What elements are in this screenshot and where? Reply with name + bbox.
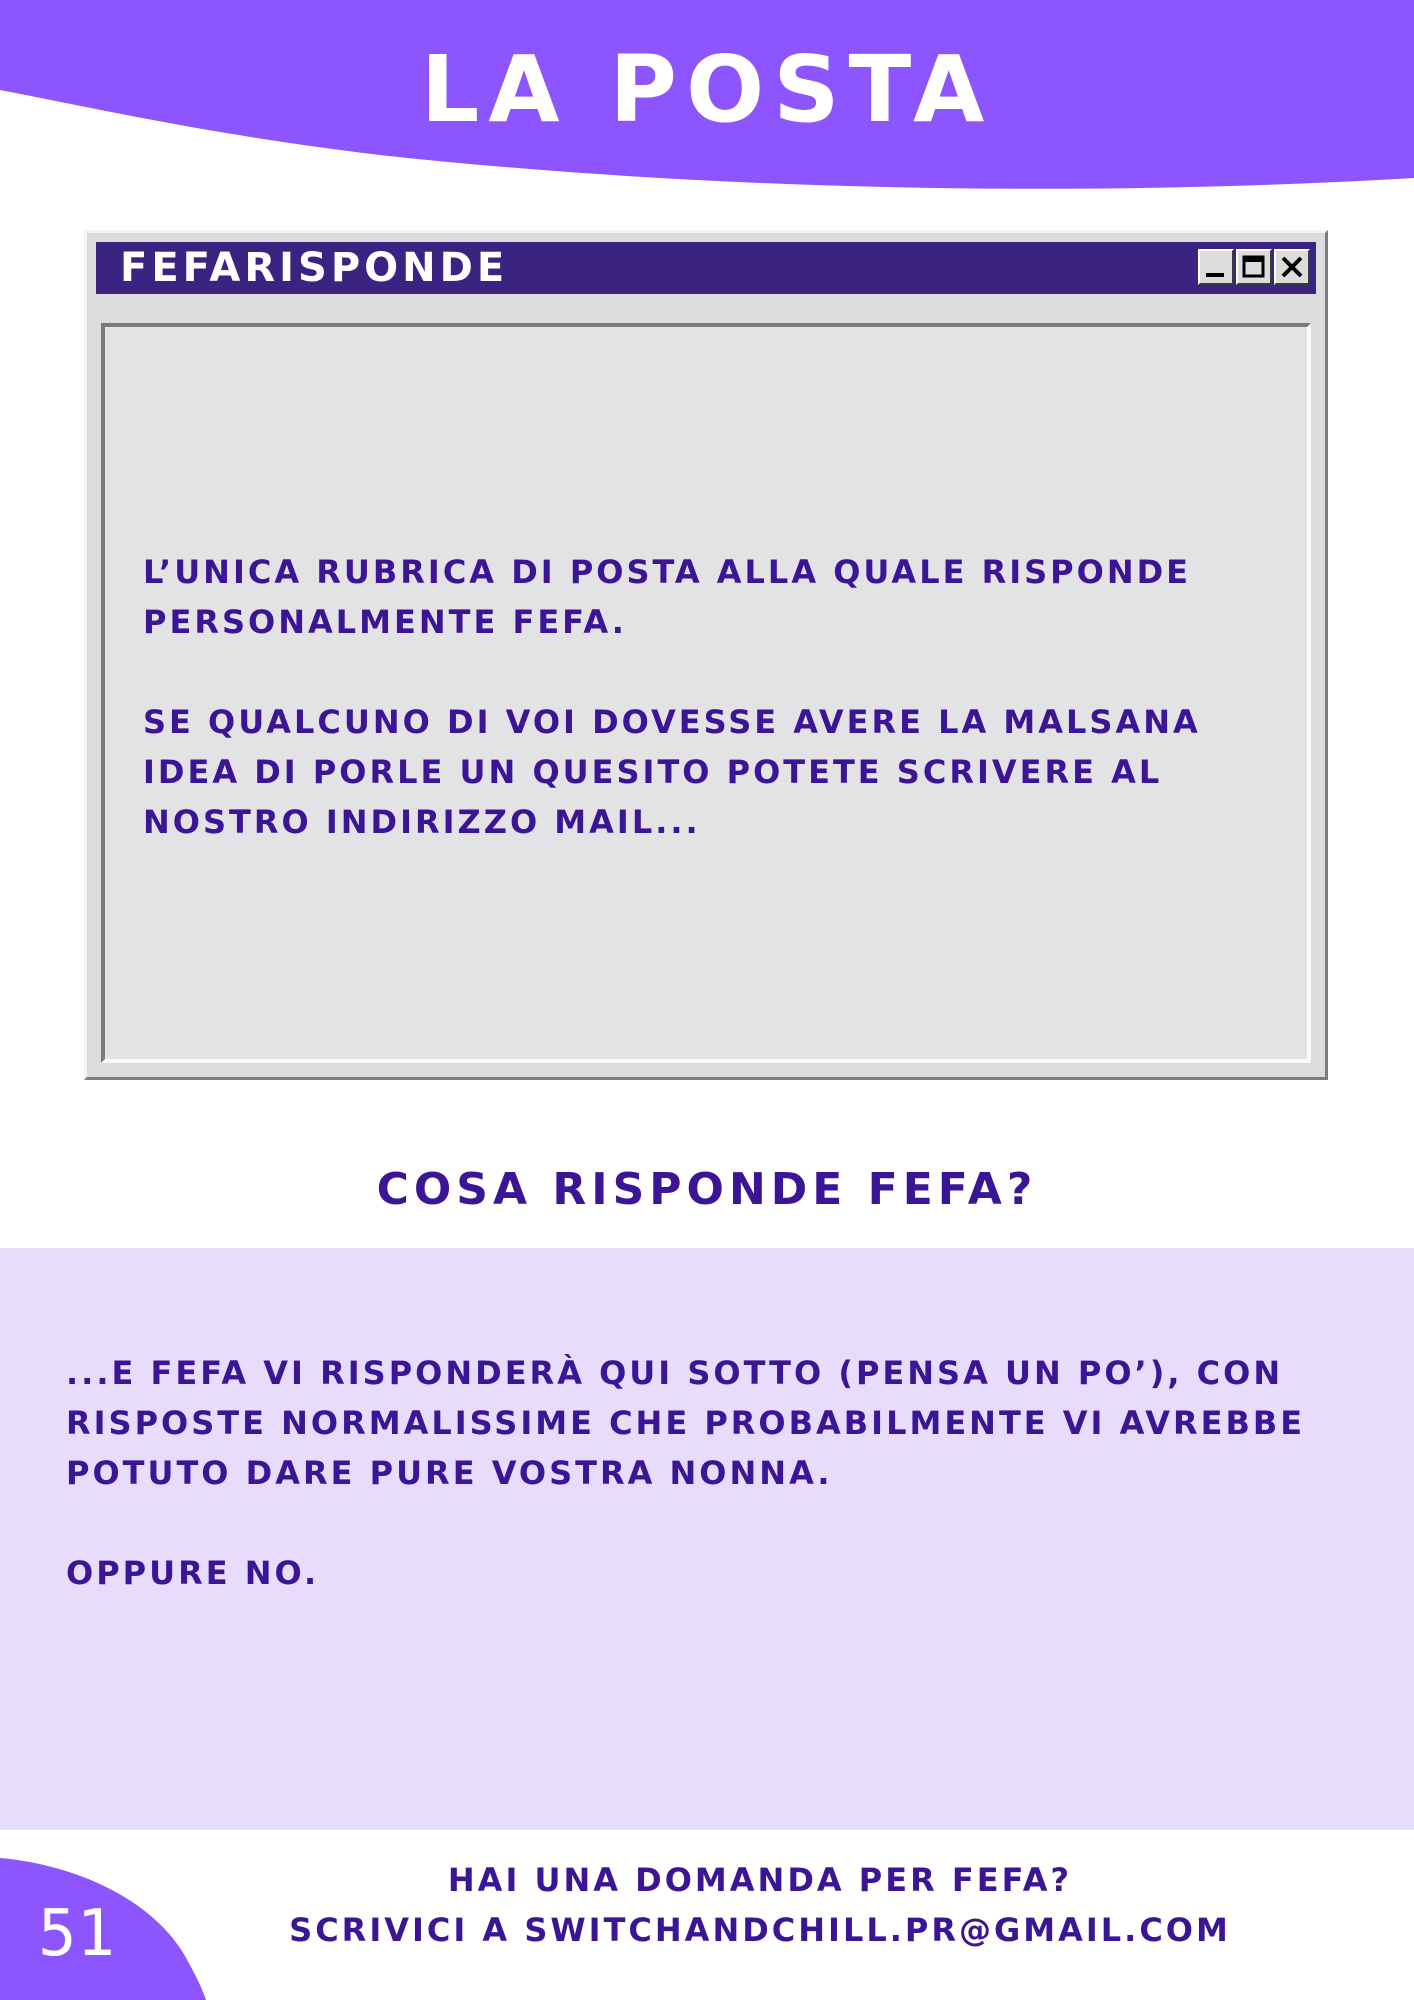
maximize-button[interactable] <box>1236 249 1272 285</box>
answer-paragraph: OPPURE NO. <box>66 1554 320 1592</box>
window-title: FEFARISPONDE <box>120 245 509 291</box>
answer-paragraph: ...E FEFA VI RISPONDERÀ QUI SOTTO (PENSA UN PO’), CON RISPOSTE NORMALISSIME CHE PROBABILMENTE VI AVREBBE POTUTO DARE PURE VOSTRA NONNA. <box>66 1354 1306 1492</box>
footer-email[interactable]: SCRIVICI A SWITCHANDCHILL.PR@GMAIL.COM <box>289 1911 1231 1949</box>
window-paragraph: SE QUALCUNO DI VOI DOVESSE AVERE LA MALSANA IDEA DI PORLE UN QUESITO POTETE SCRIVERE AL NOSTRO INDIRIZZO MAIL... <box>143 703 1201 841</box>
section-heading: COSA RISPONDE FEFA? <box>376 1164 1038 1215</box>
close-button[interactable] <box>1274 249 1310 285</box>
close-icon <box>1276 251 1308 283</box>
page-title: LA POSTA <box>420 36 994 143</box>
maximize-icon <box>1238 251 1270 283</box>
footer-question: HAI UNA DOMANDA PER FEFA? <box>447 1861 1073 1899</box>
minimize-icon <box>1200 251 1232 283</box>
retro-window <box>84 230 1328 1080</box>
window-content <box>101 323 1311 1063</box>
window-paragraph: L’UNICA RUBRICA DI POSTA ALLA QUALE RISPONDE PERSONALMENTE FEFA. <box>143 553 1192 641</box>
page-number: 51 <box>38 1897 116 1971</box>
window-titlebar <box>96 242 1316 294</box>
minimize-button[interactable] <box>1198 249 1234 285</box>
answer-panel <box>0 1248 1414 1830</box>
